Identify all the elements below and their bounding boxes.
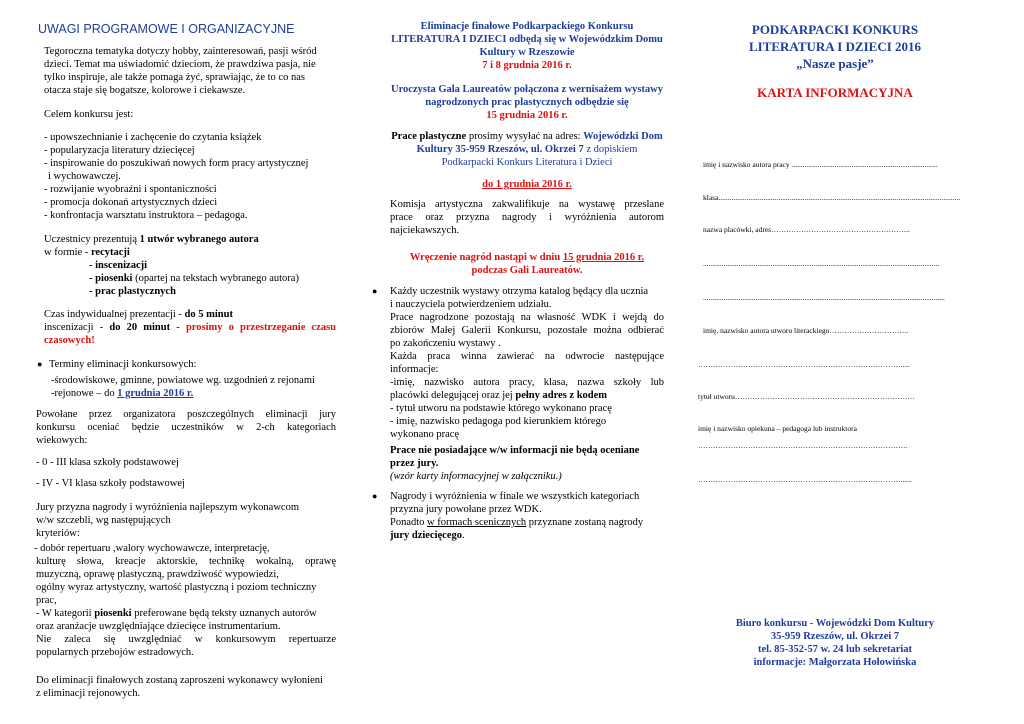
stage-period: . bbox=[462, 530, 465, 541]
catalog-line: Prace nagrodzone pozostają na własność WDK i wejdą do bbox=[390, 312, 664, 323]
presentation-text: Uczestnicy prezentują bbox=[44, 234, 140, 245]
finals-header: Kultury w Rzeszowie bbox=[479, 47, 575, 58]
finals-date: 7 i 8 grudnia 2016 r. bbox=[482, 60, 572, 71]
commission-text: prace oraz przyzna nagrody i wyróżnienia autorom bbox=[390, 212, 664, 223]
commission-text: Komisja artystyczna zakwalifikuje na wystawę przesłane bbox=[390, 199, 664, 210]
finals-header: LITERATURA I DZIECI odbędą się w Wojewódzkim Domu bbox=[391, 34, 663, 45]
catalog-line: wykonano pracę bbox=[390, 429, 460, 440]
criteria-line: kulturę słowa, kreacje aktorskie, technikę wokalną, oprawę bbox=[36, 556, 336, 567]
form-songs-note: (opartej na tekstach wybranego autora) bbox=[132, 273, 299, 284]
field-class[interactable]: klasa................................................................................................................................. bbox=[703, 193, 961, 202]
presentation-count: 1 utwór wybranego autora bbox=[139, 234, 259, 245]
catalog-line: Każdy uczestnik wystawy otrzyma katalog będący dla ucznia bbox=[390, 286, 649, 297]
catalog-line: Każda praca winna zawierać na odwrocie następujące bbox=[390, 351, 664, 362]
works-address: Kultury 35-959 Rzeszów, ul. Okrzei 7 bbox=[416, 144, 584, 155]
contest-title: PODKARPACKI KONKURS bbox=[751, 22, 919, 37]
field-institution[interactable]: nazwa placówki, adres……………………………………………….. bbox=[703, 225, 910, 234]
form-songs-line bbox=[89, 272, 299, 285]
final-awards: przyzna jury powołane przez WDK. bbox=[390, 504, 542, 515]
songs-text: - W kategorii bbox=[36, 608, 95, 619]
criteria-line: Jury przyzna nagrody i wyróżnienia najlepszym wykonawcom bbox=[36, 502, 300, 513]
criteria-line: kryteriów: bbox=[36, 528, 80, 539]
gala-date: 15 grudnia 2016 r. bbox=[486, 110, 568, 121]
intro-line: otacza staje się bogatsze, kolorowe i ciekawsze. bbox=[44, 85, 246, 96]
bullet-icon: ● bbox=[372, 286, 378, 296]
stage-text-cont: przyznane zostaną nagrody bbox=[526, 517, 644, 528]
catalog-line: zbiorów Małej Galerii Konkursu, pozostałe można odbierać bbox=[390, 325, 664, 336]
intro-line: Tegoroczna tematyka dotyczy hobby, zainteresowań, pasji wśród bbox=[44, 46, 317, 57]
works-note: z dopiskiem bbox=[583, 144, 638, 155]
criteria-line: prac, bbox=[36, 595, 57, 606]
catalog-line: - tytuł utworu na podstawie którego wykonano pracę bbox=[390, 403, 612, 414]
bullet-icon: ● bbox=[372, 491, 378, 501]
field-address-line[interactable]: ................................................................................................................................. bbox=[703, 293, 945, 302]
catalog-warning: Prace nie posiadające w/w informacji nie będą oceniane bbox=[390, 445, 640, 456]
works-line bbox=[372, 143, 682, 156]
contest-theme: „Nasze pasje” bbox=[796, 56, 874, 71]
final-note: z eliminacji rejonowych. bbox=[36, 688, 141, 699]
jury-text: Powołane przez organizatora poszczególnych eliminacji jury bbox=[36, 409, 336, 420]
criteria-line: muzyczną, oprawę plastyczną, prawdziwość wypowiedzi, bbox=[36, 569, 279, 580]
terms-local: -środowiskowe, gminne, powiatowe wg. uzgodnień z rejonami bbox=[51, 375, 315, 386]
works-label: Prace plastyczne bbox=[391, 131, 467, 142]
works-line bbox=[372, 130, 682, 143]
catalog-line: informacje: bbox=[390, 364, 439, 375]
catalog-line: po zakończeniu wystawy . bbox=[390, 338, 501, 349]
songs-category: piosenki bbox=[94, 608, 132, 619]
goal-item: - promocja dokonań artystycznych dzieci bbox=[44, 197, 218, 208]
terms-regional-text: -rejonowe – do bbox=[51, 388, 118, 399]
award-date: 15 grudnia 2016 r. bbox=[562, 252, 645, 263]
time-staging-text: inscenizacji - bbox=[44, 322, 110, 333]
field-title[interactable]: tytuł utworu……………………………………………………………… bbox=[698, 392, 915, 401]
field-literary-author[interactable]: imię, nazwisko autora utworu literackiego………………………….. bbox=[703, 326, 909, 335]
goal-item: - rozwijanie wyobraźni i spontaniczności bbox=[44, 184, 217, 195]
commission-text: najciekawszych. bbox=[390, 225, 460, 236]
works-line: Podkarpacki Konkurs Literatura i Dzieci bbox=[441, 157, 613, 168]
office-line: 35-959 Rzeszów, ul. Okrzei 7 bbox=[770, 631, 900, 642]
criteria-line: - dobór repertuaru ,walory wychowawcze, interpretację, bbox=[34, 543, 270, 554]
goal-item: - upowszechnianie i zachęcenie do czytania książek bbox=[44, 132, 262, 143]
goal-title: Celem konkursu jest: bbox=[44, 109, 134, 120]
criteria-line: ogólny wyraz artystyczny, wartość plastyczną i poziom techniczny bbox=[36, 582, 317, 593]
field-literary-author-cont[interactable]: ………………………………………………………………………..... bbox=[698, 360, 910, 369]
presentation-line bbox=[44, 233, 259, 246]
goal-item: - inspirowanie do poszukiwań nowych form pracy artystycznej bbox=[44, 158, 309, 169]
award-line bbox=[372, 251, 682, 264]
songs-line: oraz aranżacje uwzględniające dziecięce instrumentarium. bbox=[36, 621, 281, 632]
time-limit: do 5 minut bbox=[184, 309, 233, 320]
time-staging-limit: do 20 minut bbox=[109, 322, 171, 333]
time-text: Czas indywidualnej prezentacji - bbox=[44, 309, 185, 320]
final-note: Do eliminacji finałowych zostaną zaproszeni wykonawcy wyłonieni bbox=[36, 675, 323, 686]
stage-children-jury: jury dziecięcego bbox=[390, 530, 463, 541]
goal-item: i wychowawczej. bbox=[48, 171, 121, 182]
songs-line: Nie zaleca się uwzględniać w konkursowym repertuarze bbox=[36, 634, 336, 645]
bullet-icon: ● bbox=[37, 359, 43, 369]
stage-text: Ponadto bbox=[390, 517, 428, 528]
jury-text: konkursu oceniać będzie uczestników w 2-ch kategoriach bbox=[36, 422, 336, 433]
stage-awards bbox=[390, 516, 643, 529]
stage-forms: w formach scenicznych bbox=[427, 517, 527, 528]
works-address: Wojewódzki Dom bbox=[583, 131, 663, 142]
heading-program-notes: UWAGI PROGRAMOWE I ORGANIZACYJNE bbox=[38, 22, 295, 36]
office-line: informacje: Małgorzata Hołowińska bbox=[753, 657, 917, 668]
terms-regional-date: 1 grudnia 2016 r. bbox=[117, 388, 194, 399]
gala-text: nagrodzonych prac plastycznych odbędzie się bbox=[425, 97, 629, 108]
goal-item: - konfrontacja warsztatu instruktora – pedagoga. bbox=[44, 210, 248, 221]
age-group: - 0 - III klasa szkoły podstawowej bbox=[36, 457, 179, 468]
works-text: prosimy wysyłać na adres: bbox=[466, 131, 584, 142]
time-dash: - bbox=[170, 322, 186, 333]
catalog-warning: przez jury. bbox=[390, 458, 439, 469]
award-text: Wręczenie nagród nastąpi w dniu bbox=[409, 252, 563, 263]
jury-text: wiekowych: bbox=[36, 435, 88, 446]
catalog-template-note: (wzór karty informacyjnej w załączniku.) bbox=[390, 471, 562, 482]
final-awards: Nagrody i wyróżnienia w finale we wszystkich kategoriach bbox=[390, 491, 640, 502]
time-warning-cont: czasowych! bbox=[44, 335, 95, 346]
catalog-line: -imię, nazwisko autora pracy, klasa, nazwa szkoły lub bbox=[390, 377, 664, 388]
form-label: w formie - bbox=[44, 247, 91, 258]
stage-awards bbox=[390, 529, 465, 542]
age-group: - IV - VI klasa szkoły podstawowej bbox=[36, 478, 185, 489]
gala-text: Uroczysta Gala Laureatów połączona z wernisażem wystawy bbox=[391, 84, 663, 95]
catalog-line: - imię, nazwisko pedagoga pod kierunkiem którego bbox=[390, 416, 607, 427]
time-line bbox=[44, 308, 233, 321]
field-author-name[interactable]: imię i nazwisko autora pracy .............................................................................. bbox=[703, 160, 938, 169]
office-line: Biuro konkursu - Wojewódzki Dom Kultury bbox=[735, 618, 935, 629]
form-songs: - piosenki bbox=[89, 273, 133, 284]
songs-line: popularnych przebojów estradowych. bbox=[36, 647, 194, 658]
terms-title: Terminy eliminacji konkursowych: bbox=[49, 359, 197, 370]
goal-item: - popularyzacja literatury dziecięcej bbox=[44, 145, 195, 156]
catalog-line: i nauczyciela potwierdzeniem udziału. bbox=[390, 299, 552, 310]
catalog-text: placówki delegującej oraz jej bbox=[390, 390, 516, 401]
form-art: - prac plastycznych bbox=[89, 286, 176, 297]
criteria-line: w/w szczebli, wg następujących bbox=[36, 515, 171, 526]
form-line bbox=[44, 246, 130, 259]
field-guardian-label: imię i nazwisko opiekuna – pedagoga lub instruktora bbox=[698, 424, 857, 433]
award-gala: podczas Gali Laureatów. bbox=[471, 265, 583, 276]
field-guardian[interactable]: ………………………………………………………………………… bbox=[698, 441, 908, 450]
catalog-line bbox=[390, 389, 607, 402]
works-deadline: do 1 grudnia 2016 r. bbox=[482, 179, 572, 190]
form-recitation: recytacji bbox=[90, 247, 130, 258]
field-address-line[interactable]: .............................................................................................................................. bbox=[703, 259, 940, 268]
catalog-address: pełny adres z kodem bbox=[515, 390, 608, 401]
time-warning: prosimy o przestrzeganie czasu bbox=[185, 322, 337, 333]
songs-text-cont: preferowane będą teksty uznanych autorów bbox=[131, 608, 317, 619]
field-guardian-cont[interactable]: ………………………………………………………………………...... bbox=[698, 475, 912, 484]
time-line-staging bbox=[44, 321, 336, 334]
intro-line: tylko inspiruje, ale także pomaga żyć, sprawiając, że to co nas bbox=[44, 72, 305, 83]
form-staging: - inscenizacji bbox=[89, 260, 148, 271]
office-line: tel. 85-352-57 w. 24 lub sekretariat bbox=[757, 644, 913, 655]
contest-title: LITERATURA I DZIECI 2016 bbox=[748, 39, 922, 54]
card-title: KARTA INFORMACYJNA bbox=[757, 85, 913, 100]
intro-line: dzieci. Temat ma uświadomić dzieciom, że prawdziwa pasja, nie bbox=[44, 59, 316, 70]
songs-line bbox=[36, 607, 317, 620]
terms-regional bbox=[51, 387, 193, 400]
finals-header: Eliminacje finałowe Podkarpackiego Konkursu bbox=[420, 21, 634, 32]
